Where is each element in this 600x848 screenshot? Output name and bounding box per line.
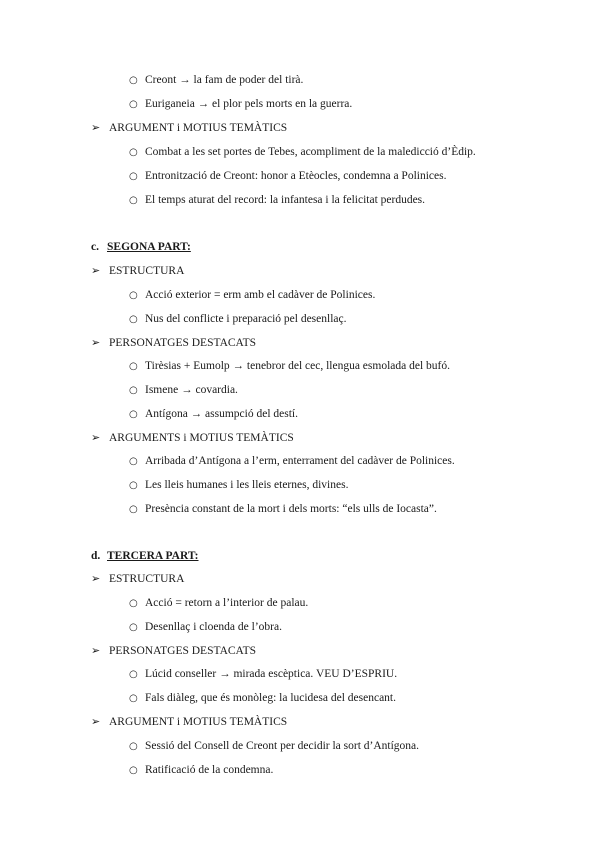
section-letter: c. [91, 241, 99, 253]
circle-bullet-icon: ○ [129, 361, 138, 372]
list-item-text: Les lleis humanes i les lleis eternes, divines. [145, 479, 349, 491]
list-item [129, 169, 446, 184]
list-item-text: Sessió del Consell de Creont per decidir la sort d’Antígona. [145, 740, 420, 752]
circle-bullet-icon: ○ [129, 741, 138, 752]
list-item [129, 596, 308, 611]
list-item [129, 145, 476, 160]
list-item-text: Entronització de Creont: honor a Etèocles, condemna a Polinices. [145, 170, 447, 182]
circle-bullet-icon: ○ [129, 693, 138, 704]
list-item-text: Nus del conflicte i preparació pel desenllaç. [145, 313, 347, 325]
section-heading [91, 240, 191, 254]
circle-bullet-icon: ○ [129, 171, 138, 182]
list-item-text: Acció exterior = erm amb el cadàver de Polinices. [145, 289, 376, 301]
arrow-bullet-icon: ➢ [91, 715, 101, 728]
section-letter: d. [91, 550, 101, 562]
list-item [129, 73, 303, 88]
list-item-text: Euriganeia → el plor pels morts en la guerra. [145, 98, 353, 110]
list-item [129, 502, 437, 517]
list-item [129, 383, 238, 398]
circle-bullet-icon: ○ [129, 314, 138, 325]
list-item [129, 739, 419, 754]
list-item [129, 312, 346, 327]
circle-bullet-icon: ○ [129, 99, 138, 110]
list-item-text: Ratificació de la condemna. [145, 764, 274, 776]
list-item [129, 359, 450, 374]
topic-heading-text: ESTRUCTURA [109, 573, 185, 585]
list-item [129, 407, 298, 422]
circle-bullet-icon: ○ [129, 147, 138, 158]
list-item-text: Fals diàleg, que és monòleg: la lucidesa del desencant. [145, 692, 397, 704]
list-item [129, 620, 282, 635]
section-title: SEGONA PART: [107, 241, 191, 253]
list-item-text: Ismene → covardia. [145, 384, 238, 396]
list-item-text: El temps aturat del record: la infantesa i la felicitat perdudes. [145, 194, 426, 206]
circle-bullet-icon: ○ [129, 409, 138, 420]
circle-bullet-icon: ○ [129, 765, 138, 776]
list-item [129, 763, 273, 778]
list-item-text: Antígona → assumpció del destí. [145, 408, 298, 420]
list-item [129, 97, 352, 112]
list-item [129, 691, 396, 706]
topic-heading-text: ARGUMENTS i MOTIUS TEMÀTICS [109, 432, 294, 444]
topic-heading-text: ARGUMENT i MOTIUS TEMÀTICS [109, 716, 288, 728]
circle-bullet-icon: ○ [129, 480, 138, 491]
list-item-text: Desenllaç i cloenda de l’obra. [145, 621, 282, 633]
arrow-bullet-icon: ➢ [91, 121, 101, 134]
topic-heading-text: PERSONATGES DESTACATS [109, 645, 257, 657]
list-item [129, 478, 348, 493]
list-item [129, 288, 375, 303]
circle-bullet-icon: ○ [129, 622, 138, 633]
list-item-text: Arribada d’Antígona a l’erm, enterrament del cadàver de Polinices. [145, 455, 455, 467]
section-heading [91, 549, 199, 563]
circle-bullet-icon: ○ [129, 669, 138, 680]
circle-bullet-icon: ○ [129, 385, 138, 396]
arrow-bullet-icon: ➢ [91, 336, 101, 349]
arrow-bullet-icon: ➢ [91, 431, 101, 444]
section-title: TERCERA PART: [107, 550, 199, 562]
list-item-text: Tirèsias + Eumolp → tenebror del cec, llengua esmolada del bufó. [145, 360, 450, 372]
topic-heading-text: ESTRUCTURA [109, 265, 185, 277]
arrow-bullet-icon: ➢ [91, 572, 101, 585]
list-item-text: Creont → la fam de poder del tirà. [145, 74, 304, 86]
arrow-bullet-icon: ➢ [91, 644, 101, 657]
topic-heading [91, 121, 287, 135]
arrow-bullet-icon: ➢ [91, 264, 101, 277]
list-item-text: Presència constant de la mort i dels morts: “els ulls de Iocasta”. [145, 503, 437, 515]
list-item [129, 667, 397, 682]
circle-bullet-icon: ○ [129, 290, 138, 301]
circle-bullet-icon: ○ [129, 504, 138, 515]
topic-heading [91, 336, 256, 350]
topic-heading-text: ARGUMENT i MOTIUS TEMÀTICS [109, 122, 288, 134]
topic-heading [91, 715, 287, 729]
topic-heading [91, 644, 256, 658]
topic-heading [91, 264, 184, 278]
list-item [129, 454, 455, 469]
circle-bullet-icon: ○ [129, 75, 138, 86]
topic-heading-text: PERSONATGES DESTACATS [109, 337, 257, 349]
topic-heading [91, 431, 294, 445]
list-item [129, 193, 425, 208]
circle-bullet-icon: ○ [129, 195, 138, 206]
topic-heading [91, 572, 184, 586]
list-item-text: Combat a les set portes de Tebes, acompliment de la maledicció d’Èdip. [145, 146, 476, 158]
list-item-text: Lúcid conseller → mirada escèptica. VEU D’ESPRIU. [145, 668, 398, 680]
list-item-text: Acció = retorn a l’interior de palau. [145, 597, 309, 609]
circle-bullet-icon: ○ [129, 598, 138, 609]
circle-bullet-icon: ○ [129, 456, 138, 467]
